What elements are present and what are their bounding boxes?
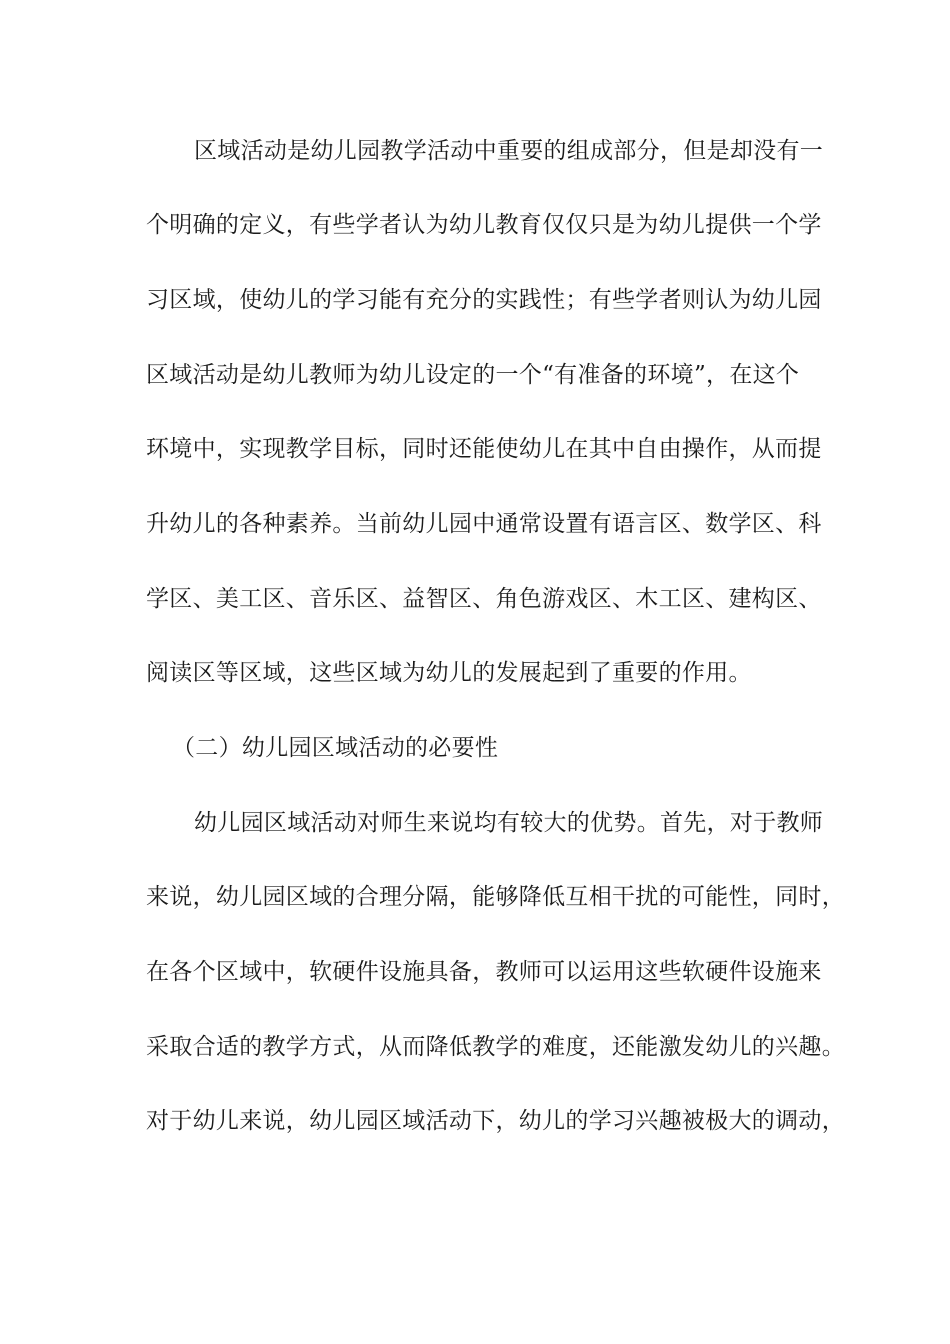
paragraph-1-line-7: 学区、美工区、音乐区、益智区、角色游戏区、木工区、建构区、: [146, 586, 822, 612]
paragraph-1-line-3: 习区域，使幼儿的学习能有充分的实践性；有些学者则认为幼儿园: [146, 287, 822, 313]
paragraph-1-line-1: 区域活动是幼儿园教学活动中重要的组成部分，但是却没有一: [194, 138, 824, 164]
paragraph-1-line-4: 区域活动是幼儿教师为幼儿设定的一个“有准备的环境”，在这个: [146, 362, 800, 388]
section-heading: （二）幼儿园区域活动的必要性: [172, 735, 499, 761]
paragraph-2-line-1: 幼儿园区域活动对师生来说均有较大的优势。首先，对于教师: [194, 810, 824, 836]
paragraph-2-line-2: 来说，幼儿园区域的合理分隔，能够降低互相干扰的可能性，同时，: [146, 884, 845, 910]
paragraph-1-line-5: 环境中，实现教学目标，同时还能使幼儿在其中自由操作，从而提: [146, 436, 822, 462]
paragraph-2-line-5: 对于幼儿来说，幼儿园区域活动下，幼儿的学习兴趣被极大的调动，: [146, 1108, 845, 1134]
paragraph-2-line-4: 采取合适的教学方式，从而降低教学的难度，还能激发幼儿的兴趣。: [146, 1034, 845, 1060]
paragraph-1-line-6: 升幼儿的各种素养。当前幼儿园中通常设置有语言区、数学区、科: [146, 511, 822, 537]
paragraph-1-line-8: 阅读区等区域，这些区域为幼儿的发展起到了重要的作用。: [146, 660, 752, 686]
paragraph-1-line-2: 个明确的定义，有些学者认为幼儿教育仅仅只是为幼儿提供一个学: [146, 212, 822, 238]
paragraph-2-line-3: 在各个区域中，软硬件设施具备，教师可以运用这些软硬件设施来: [146, 959, 822, 985]
